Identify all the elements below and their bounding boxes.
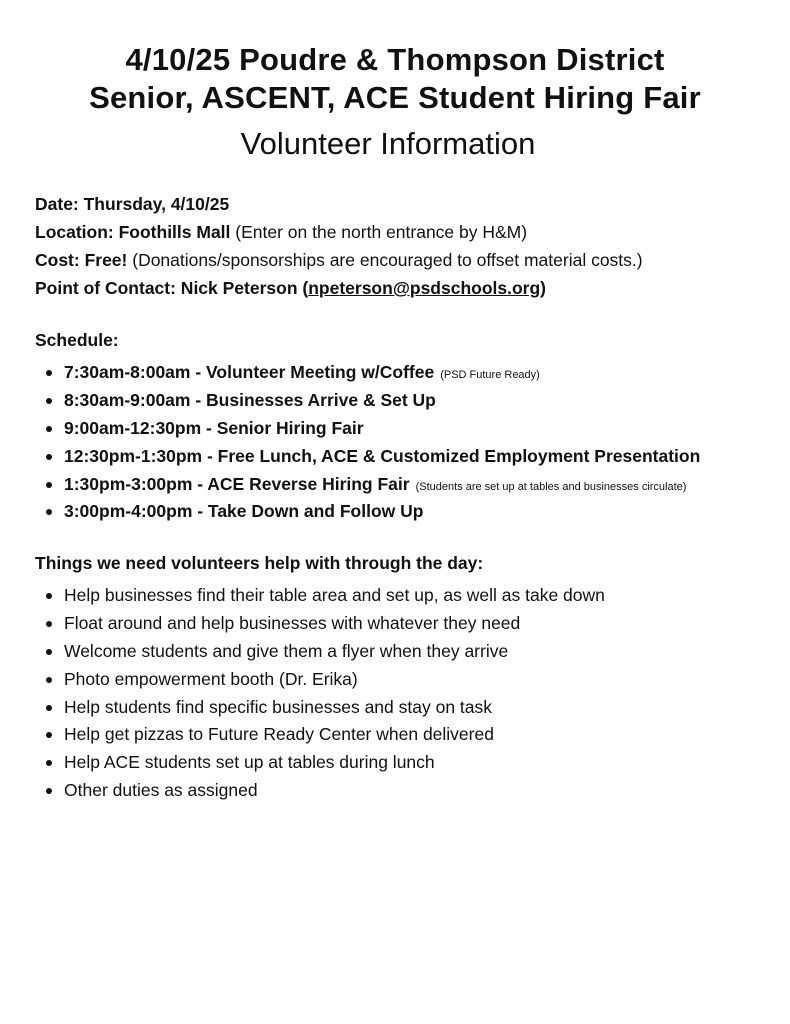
need-item: Welcome students and give them a flyer when they arrive <box>35 637 605 665</box>
schedule-item-text: 1:30pm-3:00pm - ACE Reverse Hiring Fair <box>64 473 410 494</box>
location-line <box>35 218 643 246</box>
location-note: (Enter on the north entrance by H&M) <box>230 222 528 242</box>
schedule-item-text: 8:30am-9:00am - Businesses Arrive & Set Up <box>64 389 436 410</box>
need-item: Other duties as assigned <box>35 776 605 804</box>
cost-note: (Donations/sponsorships are encouraged to offset material costs.) <box>127 250 643 270</box>
schedule-item-text: 3:00pm-4:00pm - Take Down and Follow Up <box>64 501 424 522</box>
schedule-item <box>35 414 700 442</box>
need-item: Help businesses find their table area and set up, as well as take down <box>35 581 605 609</box>
schedule-list <box>35 358 700 525</box>
schedule-item-text: 9:00am-12:30pm - Senior Hiring Fair <box>64 417 364 438</box>
date-label: Date: Thursday, 4/10/25 <box>35 194 230 214</box>
needs-list <box>35 581 605 804</box>
need-item: Help students find specific businesses and stay on task <box>35 693 605 721</box>
schedule-item-text: 7:30am-8:00am - Volunteer Meeting w/Coffee <box>64 362 435 382</box>
date-line <box>35 190 643 218</box>
need-item: Photo empowerment booth (Dr. Erika) <box>35 665 605 693</box>
cost-line <box>35 246 643 274</box>
schedule-item <box>35 470 700 498</box>
title-line-1: 4/10/25 Poudre & Thompson District <box>125 42 665 77</box>
contact-label: Point of Contact: Nick Peterson ( <box>35 278 309 298</box>
need-item: Float around and help businesses with whatever they need <box>35 609 605 637</box>
schedule-item <box>35 497 700 525</box>
needs-heading: Things we need volunteers help with through the day: <box>35 553 484 573</box>
schedule-item <box>35 358 700 386</box>
schedule-heading: Schedule: <box>35 330 119 350</box>
cost-label: Cost: Free! <box>35 250 128 270</box>
contact-email-link[interactable]: npeterson@psdschools.org <box>308 278 541 298</box>
location-label: Location: Foothills Mall <box>35 222 231 242</box>
need-item: Help get pizzas to Future Ready Center when delivered <box>35 720 605 748</box>
subtitle: Volunteer Information <box>240 126 536 161</box>
event-info <box>35 190 643 302</box>
title-line-2: Senior, ASCENT, ACE Student Hiring Fair <box>89 80 701 115</box>
contact-line <box>35 274 643 302</box>
schedule-item-text: 12:30pm-1:30pm - Free Lunch, ACE & Customized Employment Presentation <box>64 445 701 466</box>
schedule-item <box>35 442 700 470</box>
contact-close: ) <box>540 278 546 298</box>
schedule-item-note: (Students are set up at tables and businesses circulate) <box>415 480 687 493</box>
need-item: Help ACE students set up at tables during lunch <box>35 748 605 776</box>
schedule-item <box>35 386 700 414</box>
schedule-item-note: (PSD Future Ready) <box>440 369 540 381</box>
